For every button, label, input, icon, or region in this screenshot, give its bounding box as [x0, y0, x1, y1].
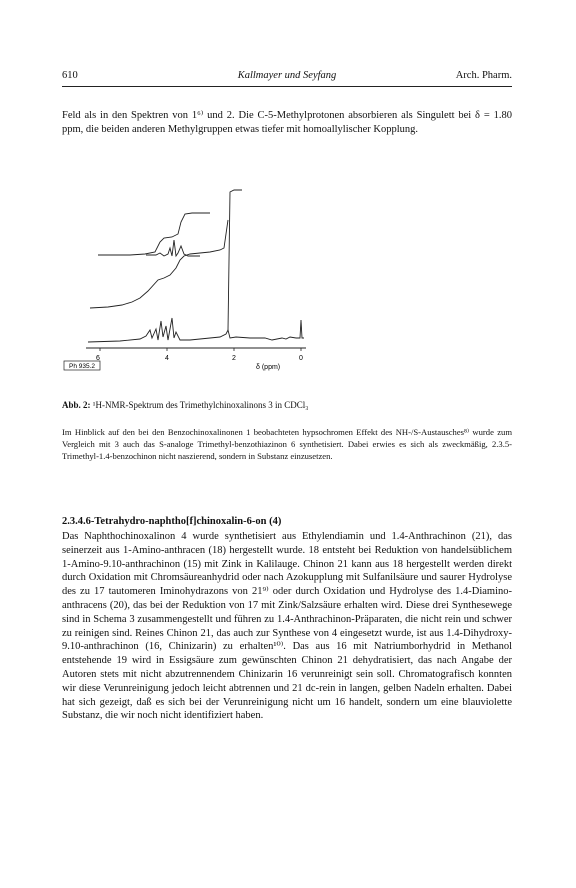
axis-tick-2: 2 [232, 355, 236, 362]
axis-tick-4: 4 [165, 355, 169, 362]
page-header [62, 70, 512, 84]
caption-text: ¹H-NMR-Spektrum des Trimethylchinoxalinons 3 in CDCl₃ [90, 400, 309, 410]
figure-caption [62, 399, 512, 411]
paragraph-intro: Feld als in den Spektren von 1⁶⁾ und 2. Die C-5-Methylprotonen absorbieren als Singulett bei δ = 1.80 ppm, die beiden anderen Methylgruppen etwas tiefer mit homoallylischer Kopplung. [62, 110, 512, 135]
lower-integral-trace [90, 220, 228, 308]
nmr-spectrum-drawing [60, 180, 520, 375]
header-rule [62, 86, 512, 87]
lower-spectrum-trace [88, 318, 296, 342]
figure-id-label: Ph 935.2 [68, 363, 96, 370]
axis-tick-6: 6 [96, 355, 100, 362]
page-number: 610 [62, 70, 78, 81]
paragraph-small-print: Im Hinblick auf den bei den Benzochinoxalinonen 1 beobachteten hypsochromen Effekt des NH-/S-Austausches⁸⁾ wurde zum Vergleich mit 3 auch das S-analoge Trimethyl-benzothiazinon 6 synthetisiert. Dabei erwies es sich als zweckmäßig, 2.3.5-Trimethyl-1.4-benzochinon nicht naszierend, sondern in Substanz einzusetzen. [62, 427, 512, 461]
journal-name: Arch. Pharm. [455, 70, 512, 81]
upper-integral-trace [98, 213, 210, 255]
nmr-spectrum-figure [60, 180, 520, 375]
axis-unit-label: δ (ppm) [256, 364, 281, 371]
reference-peak [296, 320, 304, 338]
paragraph-synthesis: Das Naphthochinoxalinon 4 wurde synthetisiert aus Ethylendiamin und 1.4-Anthrachinon (21), das seinerzeit aus 1-Amino-anthracen (18) hergestellt wurde. 18 entsteht bei Reduktion von handelsüblichem 1-Amino-9.10-anthrachinon (15) mit Zink in Kalilauge. Chinon 21 kann aus 18 hergestellt werden direkt durch Oxidation mit Chromsäureanhydrid oder nach Azokupplung mit Sulfanilsäure und saurer Hydrolyse des zu 17 tautomeren Iminohydrazons von 21⁹⁾ oder durch Oxidation und Hydrolyse des 1.4-Diamino-anthracens (20), das bei der Reduktion von 17 mit Zink/Salzsäure erhalten wird. Diese drei Synthesewege sind in Schema 3 zusammengestellt und führen zu 1.4-Anthrachinon-Präparaten, die nicht rein und schwer zu reinigen sind. Reines Chinon 21, das auch zur Synthese von 4 eingesetzt wurde, ist aus 1.4-Dihydroxy-9.10-anthrachinon (16, Chinizarin) zu erhalten¹⁰⁾. Das aus 16 mit Natriumborhydrid in Methanol entstehende 19 wird in Essigsäure zum gewünschten Chinon 21 dehydratisiert, das nach Angabe der Autoren stets mit nicht abzutrennendem Chinizarin 16 verunreinigt sein soll. Chromatografisch konnten wir diese Verunreinigung jedoch leicht abtrennen und 21 dc-rein in langen, gelben Nadeln erhalten. Dabei hat sich gezeigt, daß es sich bei der Verunreinigung nicht um 16 handelt, sondern um eine blauviolette Substanz, die wir noch nicht identifiziert haben. [62, 531, 512, 722]
running-authors: Kallmayer und Seyfang [237, 70, 337, 81]
section-heading: 2.3.4.6-Tetrahydro-naphtho[f]chinoxalin-6-on (4) [62, 516, 282, 527]
axis-tick-0: 0 [299, 355, 303, 362]
caption-label: Abb. 2: [62, 400, 91, 410]
tall-peak-line [228, 190, 242, 330]
